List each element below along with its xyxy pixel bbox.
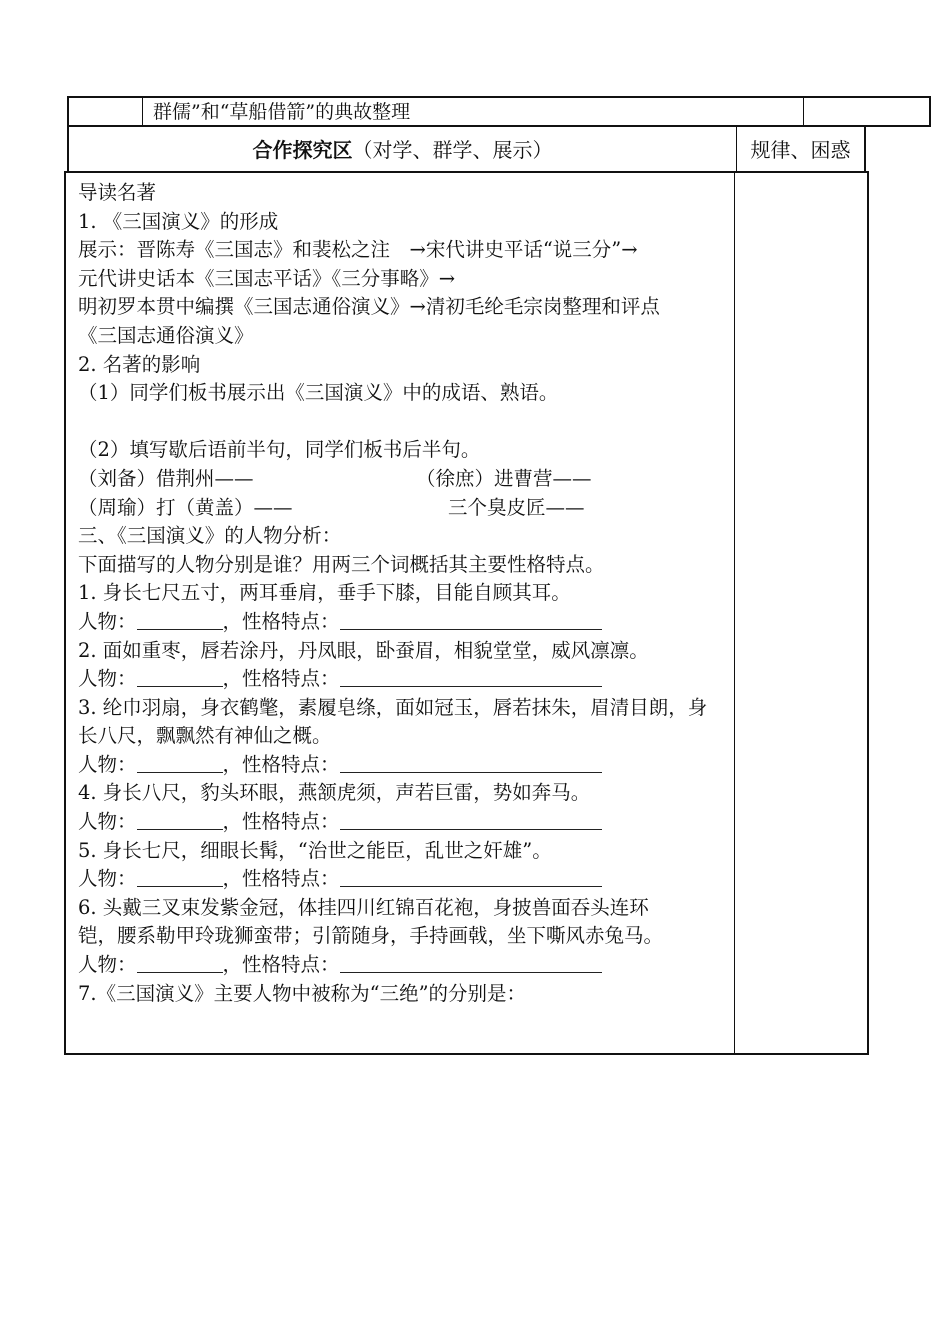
character-description: 2. 面如重枣，唇若涂丹，丹凤眼，卧蚕眉，相貌堂堂，威风凛凛。 (78, 638, 649, 662)
trait-label: ，性格特点： (222, 667, 340, 691)
section-2-heading: 2. 名著的影响 (78, 352, 201, 376)
person-blank[interactable] (137, 952, 223, 973)
character-description: 4. 身长八尺，豹头环眼，燕颔虎须，声若巨雷，势如奔马。 (78, 781, 591, 805)
xiehouyu-left: （刘备）借荆州—— (78, 466, 254, 490)
question-seven: 7.《三国演义》主要人物中被称为“三绝”的分别是： (78, 981, 527, 1005)
section-1-line-3: 明初罗本贯中编撰《三国志通俗演义》→清初毛纶毛宗岗整理和评点 (78, 295, 660, 319)
section-title: 导读名著 (78, 181, 157, 204)
content-text (78, 179, 728, 1008)
person-blank[interactable] (137, 809, 223, 830)
xiehouyu-row (78, 465, 728, 494)
section-1-line-1: 展示：晋陈寿《三国志》和裴松之注 →宋代讲史平话“说三分”→ (78, 238, 638, 262)
section-3-intro: 下面描写的人物分别是谁？用两三个词概括其主要性格特点。 (78, 552, 605, 576)
side-notes-cell[interactable] (734, 171, 869, 1055)
character-description: 6. 头戴三叉束发紫金冠，体挂四川红锦百花袍，身披兽面吞头连环 (78, 895, 649, 919)
person-label: 人物： (78, 810, 137, 834)
xiehouyu-right: （徐庶）进曹营—— (416, 466, 592, 490)
person-label: 人物： (78, 867, 137, 891)
header-title-bold: 合作探究区 (252, 138, 353, 162)
section-1-line-4: 《三国志通俗演义》 (78, 323, 254, 347)
xiehouyu-left: （周瑜）打（黄盖）—— (78, 495, 293, 519)
trait-blank[interactable] (340, 609, 602, 630)
main-content-cell (64, 171, 735, 1055)
character-description: 5. 身长七尺，细眼长髯，“治世之能臣，乱世之奸雄”。 (78, 838, 552, 862)
person-label: 人物： (78, 609, 137, 633)
person-blank[interactable] (137, 752, 223, 773)
xiehouyu-right: 三个臭皮匠—— (448, 495, 585, 519)
header-title-rest: （对学、群学、展示） (352, 138, 553, 162)
table-cell-side-blank (803, 96, 931, 127)
answer-line (78, 665, 728, 694)
character-description-cont: 铠，腰系勒甲玲珑狮蛮带；引箭随身，手持画戟，坐下嘶风赤兔马。 (78, 924, 664, 948)
trait-blank[interactable] (340, 809, 602, 830)
section-3-heading: 三、《三国演义》的人物分析： (78, 524, 342, 548)
header-cooperative-inquiry (67, 125, 737, 173)
trait-blank[interactable] (340, 952, 602, 973)
character-description-cont: 长八尺，飘飘然有神仙之概。 (78, 724, 332, 748)
person-label: 人物： (78, 953, 137, 977)
trait-blank[interactable] (340, 666, 602, 687)
section-2-question-2: （2）填写歇后语前半句，同学们板书后半句。 (78, 438, 481, 462)
person-blank[interactable] (137, 666, 223, 687)
trait-label: ，性格特点： (222, 609, 340, 633)
answer-line (78, 808, 728, 837)
trait-blank[interactable] (340, 752, 602, 773)
section-1-heading: 1. 《三国演义》的形成 (78, 209, 279, 233)
trait-label: ，性格特点： (222, 867, 340, 891)
answer-line (78, 951, 728, 980)
person-blank[interactable] (137, 866, 223, 887)
character-description: 3. 纶巾羽扇，身衣鹤氅，素履皂绦，面如冠玉，唇若抹朱，眉清目朗，身 (78, 695, 708, 719)
section-2-question-1: （1）同学们板书展示出《三国演义》中的成语、熟语。 (78, 381, 559, 405)
answer-line (78, 751, 728, 780)
trait-label: ，性格特点： (222, 810, 340, 834)
person-label: 人物： (78, 752, 137, 776)
xiehouyu-row (78, 494, 728, 523)
answer-line (78, 865, 728, 894)
trait-label: ，性格特点： (222, 953, 340, 977)
trait-label: ，性格特点： (222, 752, 340, 776)
table-row-header (67, 125, 866, 173)
header-rules-doubts: 规律、困惑 (736, 125, 866, 173)
answer-line (78, 608, 728, 637)
person-blank[interactable] (137, 609, 223, 630)
table-row-body (64, 171, 869, 1055)
table-cell-blank (67, 96, 143, 127)
section-1-line-2: 元代讲史话本《三国志平话》《三分事略》→ (78, 266, 456, 290)
table-cell-allusion-text: 群儒”和“草船借箭”的典故整理 (142, 96, 804, 127)
trait-blank[interactable] (340, 866, 602, 887)
table-row-top-fragment (67, 96, 863, 127)
person-label: 人物： (78, 667, 137, 691)
character-description: 1. 身长七尺五寸，两耳垂肩，垂手下膝，目能自顾其耳。 (78, 581, 571, 605)
answer-space (78, 408, 728, 437)
